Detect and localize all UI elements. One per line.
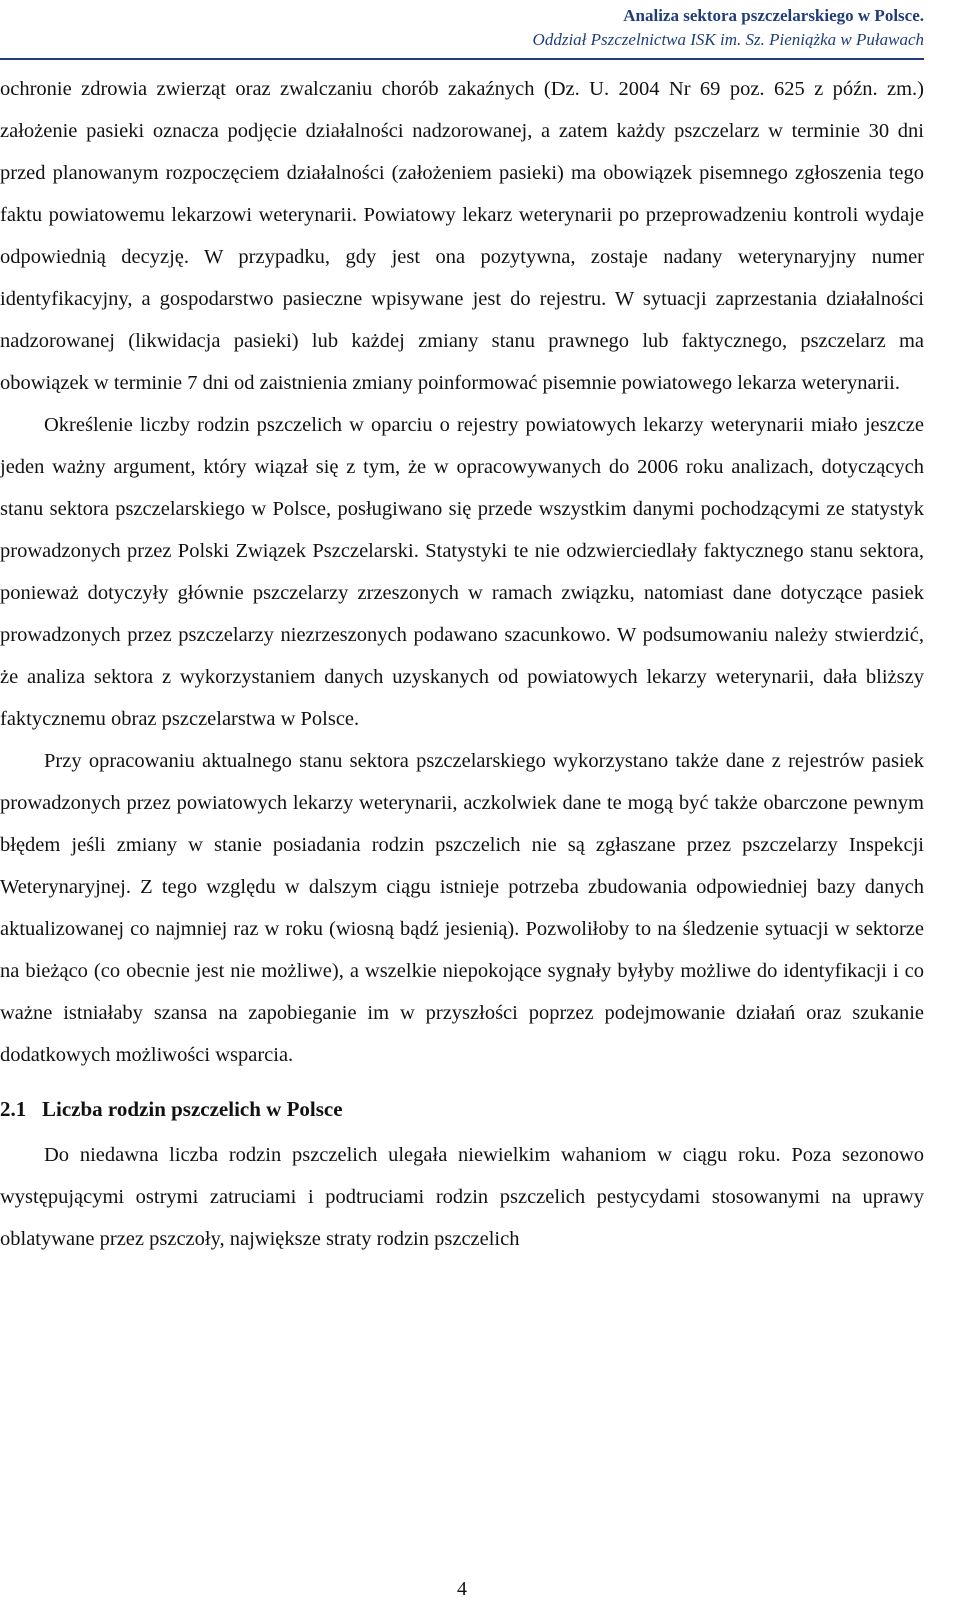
section-heading	[0, 1088, 924, 1130]
running-header	[533, 4, 924, 52]
section-title: Liczba rodzin pszczelich w Polsce	[42, 1097, 343, 1121]
document-body	[0, 68, 924, 1260]
paragraph-registry-argument: Określenie liczby rodzin pszczelich w oparciu o rejestry powiatowych lekarzy weterynarii miało jeszcze jeden ważny argument, który wiązał się z tym, że w opracowywanych do 2006 roku analizach, dotyczących stanu sektora pszczelarskiego w Polsce, posługiwano się przede wszystkim danymi pochodzącymi ze statystyk prowadzonych przez Polski Związek Pszczelarski. Statystyki te nie odzwierciedlały faktycznego stanu sektora, ponieważ dotyczyły głównie pszczelarzy zrzeszonych w ramach związku, natomiast dane dotyczące pasiek prowadzonych przez pszczelarzy niezrzeszonych podawano szacunkowo. W podsumowaniu należy stwierdzić, że analiza sektora z wykorzystaniem danych uzyskanych od powiatowych lekarzy weterynarii, dała bliższy faktycznemu obraz pszczelarstwa w Polsce.	[0, 414, 924, 730]
header-title: Analiza sektora pszczelarskiego w Polsce.	[623, 6, 924, 25]
section-number: 2.1	[0, 1097, 27, 1121]
header-divider	[0, 58, 924, 60]
paragraph-continued: ochronie zdrowia zwierząt oraz zwalczaniu chorób zakaźnych (Dz. U. 2004 Nr 69 poz. 625 z późn. zm.) założenie pasieki oznacza podjęcie działalności nadzorowanej, a zatem każdy pszczelarz w terminie 30 dni przed planowanym rozpoczęciem działalności (założeniem pasieki) ma obowiązek pisemnego zgłoszenia tego faktu powiatowemu lekarzowi weterynarii. Powiatowy lekarz weterynarii po przeprowadzeniu kontroli wydaje odpowiednią decyzję. W przypadku, gdy jest ona pozytywna, zostaje nadany weterynaryjny numer identyfikacyjny, a gospodarstwo pasieczne wpisywane jest do rejestru. W sytuacji zaprzestania działalności nadzorowanej (likwidacja pasieki) lub każdej zmiany stanu prawnego lub faktycznego, pszczelarz ma obowiązek w terminie 7 dni od zaistnienia zmiany poinformować pisemnie powiatowego lekarza weterynarii.	[0, 78, 924, 394]
paragraph-current-state: Przy opracowaniu aktualnego stanu sektora pszczelarskiego wykorzystano także dane z rejestrów pasiek prowadzonych przez powiatowych lekarzy weterynarii, aczkolwiek dane te mogą być także obarczone pewnym błędem jeśli zmiany w stanie posiadania rodzin pszczelich nie są zgłaszane przez pszczelarzy Inspekcji Weterynaryjnej. Z tego względu w dalszym ciągu istnieje potrzeba zbudowania odpowiedniej bazy danych aktualizowanej co najmniej raz w roku (wiosną bądź jesienią). Pozwoliłoby to na śledzenie sytuacji w sektorze na bieżąco (co obecnie jest nie możliwe), a wszelkie niepokojące sygnały byłyby możliwe do identyfikacji i co ważne istniałaby szansa na zapobieganie im w przyszłości poprzez podejmowanie działań oraz szukanie dodatkowych możliwości wsparcia.	[0, 750, 924, 1066]
header-institution: Oddział Pszczelnictwa ISK im. Sz. Pieniążka w Puławach	[532, 30, 924, 49]
page-number: 4	[457, 1578, 467, 1600]
paragraph-section-intro: Do niedawna liczba rodzin pszczelich ulegała niewielkim wahaniom w ciągu roku. Poza sezonowo występującymi ostrymi zatruciami i podtruciami rodzin pszczelich pestycydami stosowanymi na uprawy oblatywane przez pszczoły, największe straty rodzin pszczelich	[0, 1144, 924, 1250]
